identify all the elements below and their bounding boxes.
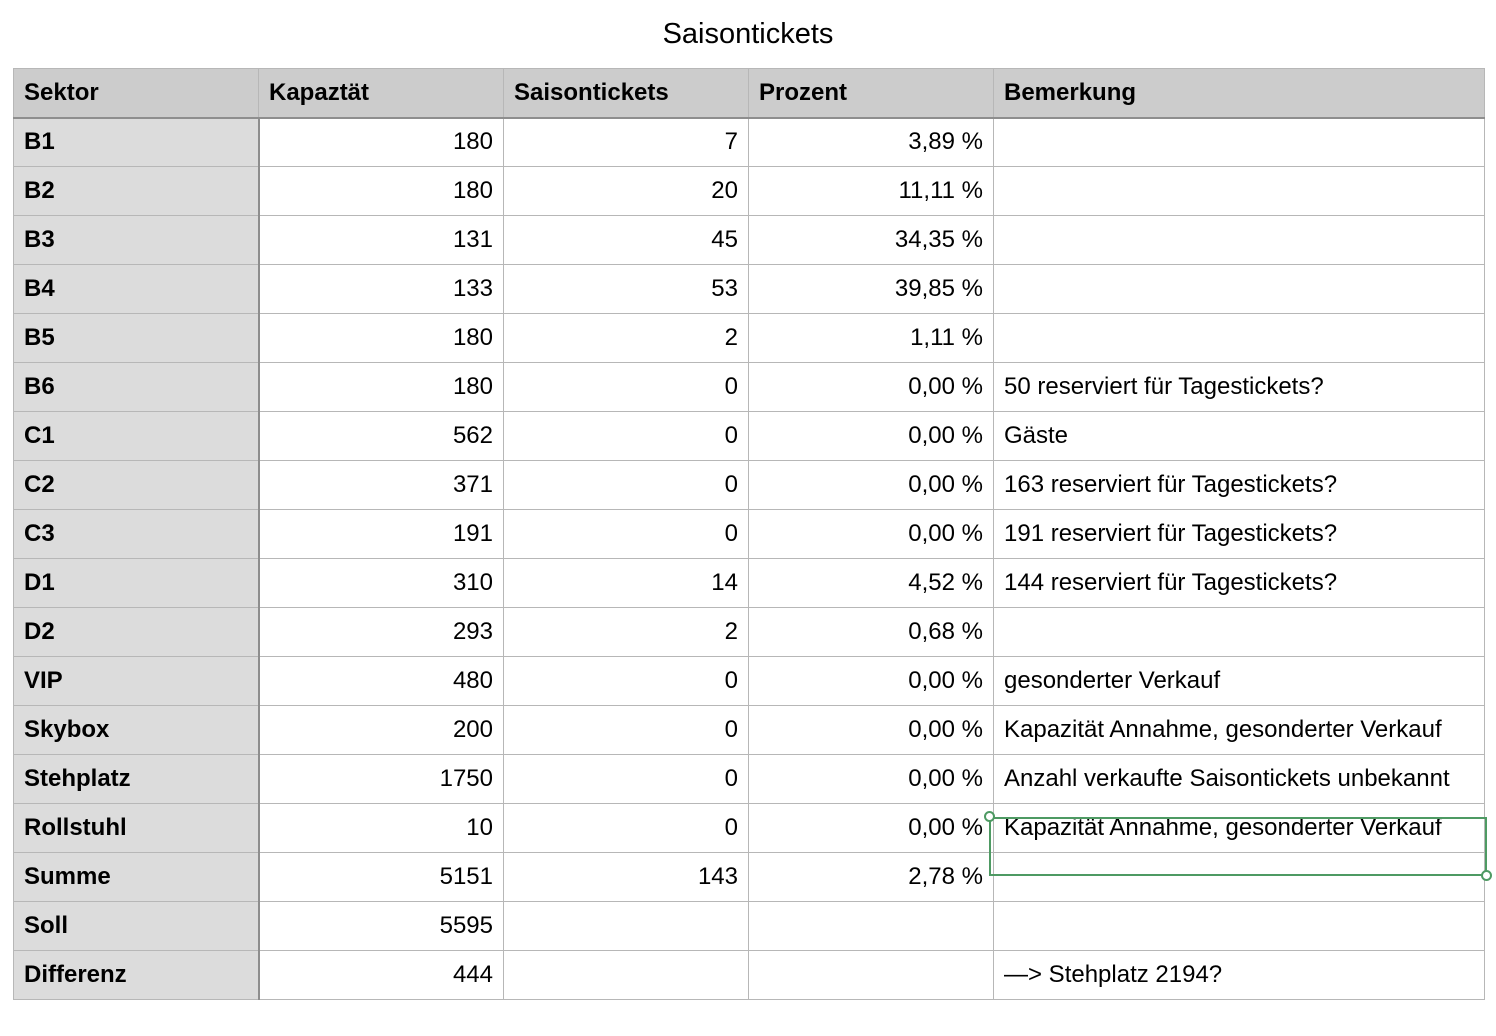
bemerkung-cell[interactable] [994,265,1485,314]
table-row [14,706,1485,755]
spreadsheet-table [13,68,1485,1000]
saisontickets-cell[interactable]: 53 [504,265,749,314]
bemerkung-cell[interactable] [994,216,1485,265]
saisontickets-cell[interactable]: 0 [504,461,749,510]
saisontickets-cell[interactable]: 0 [504,657,749,706]
saisontickets-cell[interactable] [504,902,749,951]
bemerkung-cell[interactable]: 144 reserviert für Tagestickets? [994,559,1485,608]
table-row [14,314,1485,363]
sektor-cell[interactable]: VIP [14,657,259,706]
header-cell-prozent[interactable]: Prozent [749,69,994,118]
kapazitaet-cell[interactable]: 444 [259,951,504,1000]
prozent-cell[interactable]: 0,00 % [749,363,994,412]
kapazitaet-cell[interactable]: 180 [259,363,504,412]
table-row [14,461,1485,510]
kapazitaet-cell[interactable]: 5595 [259,902,504,951]
header-cell-sektor[interactable]: Sektor [14,69,259,118]
saisontickets-cell[interactable]: 0 [504,412,749,461]
saisontickets-cell[interactable]: 0 [504,363,749,412]
sektor-cell[interactable]: D1 [14,559,259,608]
prozent-cell[interactable]: 34,35 % [749,216,994,265]
sektor-cell[interactable]: D2 [14,608,259,657]
header-row [14,69,1485,118]
bemerkung-cell[interactable] [994,902,1485,951]
prozent-cell[interactable]: 0,00 % [749,804,994,853]
sektor-cell[interactable]: Differenz [14,951,259,1000]
saisontickets-cell[interactable]: 0 [504,804,749,853]
table-row [14,265,1485,314]
prozent-cell[interactable]: 0,00 % [749,510,994,559]
table-body [14,118,1485,1000]
prozent-cell[interactable]: 2,78 % [749,853,994,902]
kapazitaet-cell[interactable]: 131 [259,216,504,265]
bemerkung-cell[interactable] [994,608,1485,657]
prozent-cell[interactable]: 39,85 % [749,265,994,314]
header-cell-saisontickets[interactable]: Saisontickets [504,69,749,118]
kapazitaet-cell[interactable]: 180 [259,167,504,216]
bemerkung-cell[interactable]: 163 reserviert für Tagestickets? [994,461,1485,510]
table-row [14,755,1485,804]
table-row [14,902,1485,951]
prozent-cell[interactable] [749,902,994,951]
sektor-cell[interactable]: B5 [14,314,259,363]
table-row [14,363,1485,412]
kapazitaet-cell[interactable]: 10 [259,804,504,853]
saisontickets-cell[interactable]: 20 [504,167,749,216]
table-row [14,804,1485,853]
sektor-cell[interactable]: C2 [14,461,259,510]
prozent-cell[interactable]: 0,00 % [749,412,994,461]
kapazitaet-cell[interactable]: 480 [259,657,504,706]
sektor-cell[interactable]: Stehplatz [14,755,259,804]
bemerkung-cell[interactable] [994,314,1485,363]
sektor-cell[interactable]: B6 [14,363,259,412]
bemerkung-cell[interactable] [994,853,1485,902]
prozent-cell[interactable]: 3,89 % [749,118,994,167]
prozent-cell[interactable]: 0,68 % [749,608,994,657]
sektor-cell[interactable]: B3 [14,216,259,265]
sektor-cell[interactable]: Skybox [14,706,259,755]
sektor-cell[interactable]: C3 [14,510,259,559]
header-cell-bemerkung[interactable]: Bemerkung [994,69,1485,118]
prozent-cell[interactable]: 4,52 % [749,559,994,608]
bemerkung-cell[interactable]: 191 reserviert für Tagestickets? [994,510,1485,559]
sektor-cell[interactable]: Rollstuhl [14,804,259,853]
kapazitaet-cell[interactable]: 371 [259,461,504,510]
kapazitaet-cell[interactable]: 5151 [259,853,504,902]
table-row [14,853,1485,902]
kapazitaet-cell[interactable]: 562 [259,412,504,461]
table-row [14,118,1485,167]
table-row [14,608,1485,657]
table-row [14,559,1485,608]
saisontickets-cell[interactable]: 2 [504,314,749,363]
header-cell-kapazitaet[interactable]: Kapaztät [259,69,504,118]
saisontickets-cell[interactable]: 0 [504,706,749,755]
table-row [14,216,1485,265]
bemerkung-cell[interactable]: 50 reserviert für Tagestickets? [994,363,1485,412]
table-row [14,510,1485,559]
prozent-cell[interactable] [749,951,994,1000]
saisontickets-cell[interactable]: 0 [504,510,749,559]
kapazitaet-cell[interactable]: 191 [259,510,504,559]
bemerkung-cell[interactable]: —> Stehplatz 2194? [994,951,1485,1000]
sektor-cell[interactable]: C1 [14,412,259,461]
bemerkung-cell[interactable]: Gäste [994,412,1485,461]
kapazitaet-cell[interactable]: 180 [259,314,504,363]
table-row [14,657,1485,706]
selection-handle-top-left[interactable] [984,811,995,822]
sektor-cell[interactable]: B2 [14,167,259,216]
kapazitaet-cell[interactable]: 180 [259,118,504,167]
saisontickets-cell[interactable]: 143 [504,853,749,902]
bemerkung-cell[interactable]: Kapazität Annahme, gesonderter Verkauf [994,706,1485,755]
prozent-cell[interactable]: 0,00 % [749,755,994,804]
saisontickets-cell[interactable]: 2 [504,608,749,657]
table-row [14,951,1485,1000]
table-row [14,412,1485,461]
bemerkung-cell[interactable] [994,167,1485,216]
bemerkung-cell[interactable]: Kapazität Annahme, gesonderter Verkauf [994,804,1485,853]
saisontickets-cell[interactable]: 7 [504,118,749,167]
kapazitaet-cell[interactable]: 200 [259,706,504,755]
prozent-cell[interactable]: 1,11 % [749,314,994,363]
kapazitaet-cell[interactable]: 133 [259,265,504,314]
saisontickets-cell[interactable]: 14 [504,559,749,608]
sektor-cell[interactable]: B4 [14,265,259,314]
bemerkung-cell[interactable]: gesonderter Verkauf [994,657,1485,706]
kapazitaet-cell[interactable]: 1750 [259,755,504,804]
sheet-title[interactable]: Saisontickets [662,18,834,50]
bemerkung-cell[interactable]: Anzahl verkaufte Saisontickets unbekannt [994,755,1485,804]
bemerkung-cell[interactable] [994,118,1485,167]
saisontickets-cell[interactable] [504,951,749,1000]
prozent-cell[interactable]: 0,00 % [749,657,994,706]
kapazitaet-cell[interactable]: 310 [259,559,504,608]
table-row [14,167,1485,216]
saisontickets-cell[interactable]: 45 [504,216,749,265]
sektor-cell[interactable]: Soll [14,902,259,951]
sektor-cell[interactable]: Summe [14,853,259,902]
prozent-cell[interactable]: 11,11 % [749,167,994,216]
kapazitaet-cell[interactable]: 293 [259,608,504,657]
prozent-cell[interactable]: 0,00 % [749,706,994,755]
selection-handle-bottom-right[interactable] [1481,870,1492,881]
prozent-cell[interactable]: 0,00 % [749,461,994,510]
sektor-cell[interactable]: B1 [14,118,259,167]
saisontickets-cell[interactable]: 0 [504,755,749,804]
